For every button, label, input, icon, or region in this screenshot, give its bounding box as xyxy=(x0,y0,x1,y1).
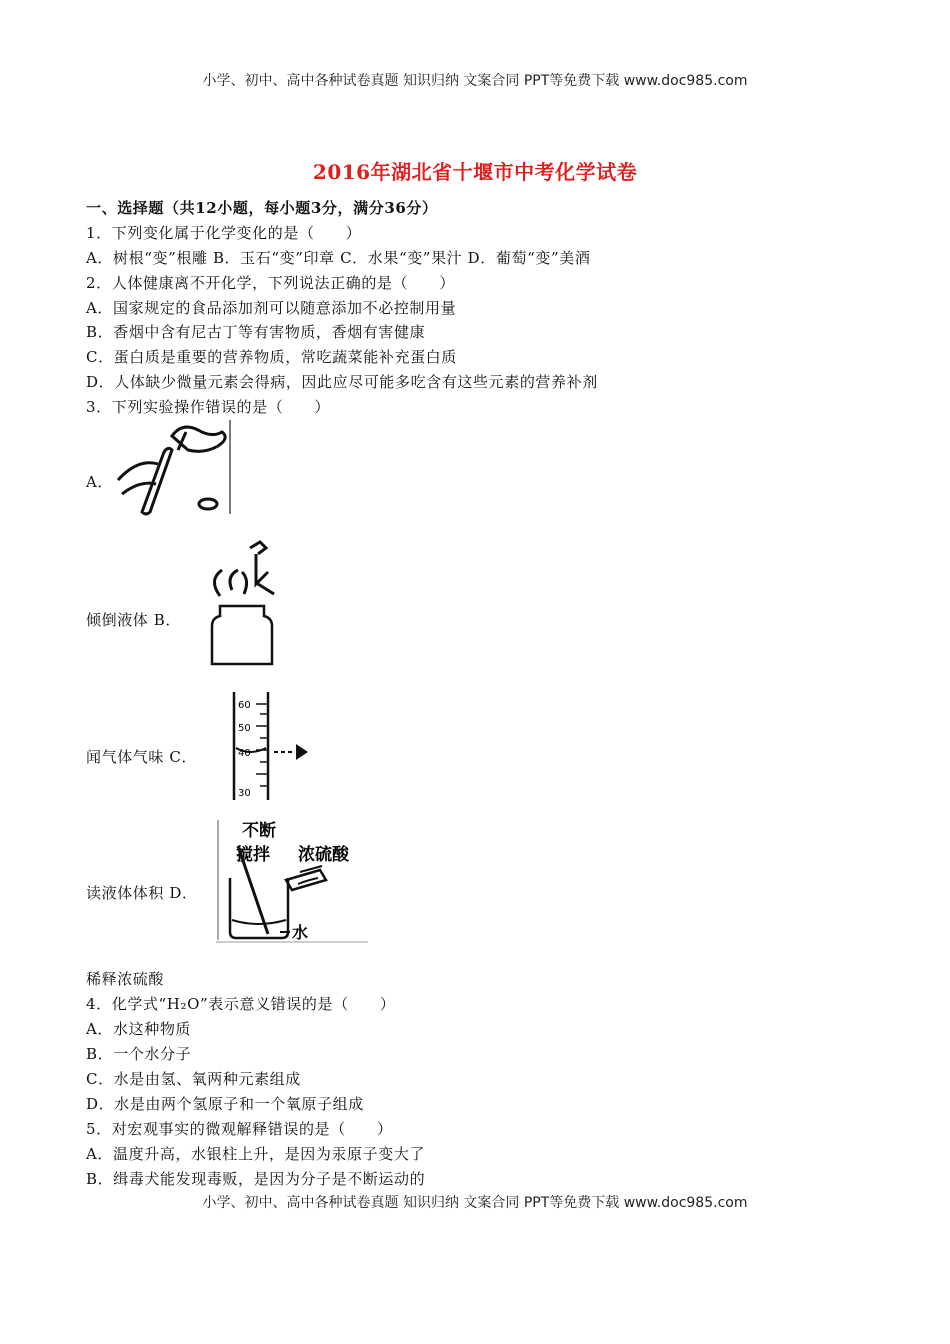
q2-option-b: B．香烟中含有尼古丁等有害物质，香烟有害健康 xyxy=(86,323,426,341)
cylinder-tick-label: 30 xyxy=(238,788,251,799)
q3-stem: 3．下列实验操作错误的是（ ） xyxy=(86,398,331,416)
label-conc-acid: 浓硫酸 xyxy=(298,845,349,865)
figure-smelling-gas xyxy=(198,538,284,668)
cylinder-tick-label: 50 xyxy=(238,723,251,734)
q4-stem: 4．化学式“H₂O”表示意义错误的是（ ） xyxy=(86,995,396,1013)
label-stir: 不断 xyxy=(242,821,276,841)
q4-option-a: A．水这种物质 xyxy=(86,1020,192,1038)
q5-option-a: A．温度升高，水银柱上升，是因为汞原子变大了 xyxy=(86,1145,426,1163)
label-stir-2: 搅拌 xyxy=(236,845,270,865)
q4-option-b: B．一个水分子 xyxy=(86,1045,192,1063)
cylinder-tick-label: 60 xyxy=(238,700,251,711)
figure-diluting-acid xyxy=(214,816,370,944)
q1-options: A．树根“变”根雕 B．玉石“变”印章 C．水果“变”果汁 D．葡萄“变”美酒 xyxy=(86,249,591,267)
q3-caption-d: 稀释浓硫酸 xyxy=(86,970,165,988)
figure-graduated-cylinder xyxy=(230,690,320,802)
page-footer: 小学、初中、高中各种试卷真题 知识归纳 文案合同 PPT等免费下载 www.doc985.com xyxy=(202,1195,748,1211)
q2-option-a: A．国家规定的食品添加剂可以随意添加不必控制用量 xyxy=(86,299,457,317)
q1-stem: 1．下列变化属于化学变化的是（ ） xyxy=(86,224,362,242)
q2-option-c: C．蛋白质是重要的营养物质，常吃蔬菜能补充蛋白质 xyxy=(86,348,457,366)
cylinder-tick-label: 40 xyxy=(238,748,251,759)
q5-option-b: B．缉毒犬能发现毒贩，是因为分子是不断运动的 xyxy=(86,1170,426,1188)
section-heading: 一、选择题（共12小题，每小题3分，满分36分） xyxy=(86,199,438,217)
q2-stem: 2．人体健康离不开化学，下列说法正确的是（ ） xyxy=(86,274,455,292)
q3-label-d: 读液体体积 D． xyxy=(86,884,198,902)
q3-label-b: 倾倒液体 B． xyxy=(86,611,181,629)
q5-stem: 5．对宏观事实的微观解释错误的是（ ） xyxy=(86,1120,393,1138)
q3-label-c: 闻气体气味 C． xyxy=(86,748,198,766)
figure-pouring-liquid xyxy=(112,418,236,516)
page-header: 小学、初中、高中各种试卷真题 知识归纳 文案合同 PPT等免费下载 www.doc985.com xyxy=(202,73,748,89)
q4-option-c: C．水是由氢、氧两种元素组成 xyxy=(86,1070,301,1088)
q3-label-a: A． xyxy=(86,473,114,491)
label-water: 水 xyxy=(292,923,309,942)
paper-title: 2016年湖北省十堰市中考化学试卷 xyxy=(312,160,638,184)
q4-option-d: D．水是由两个氢原子和一个氧原子组成 xyxy=(86,1095,364,1113)
q2-option-d: D．人体缺少微量元素会得病，因此应尽可能多吃含有这些元素的营养补剂 xyxy=(86,373,598,391)
